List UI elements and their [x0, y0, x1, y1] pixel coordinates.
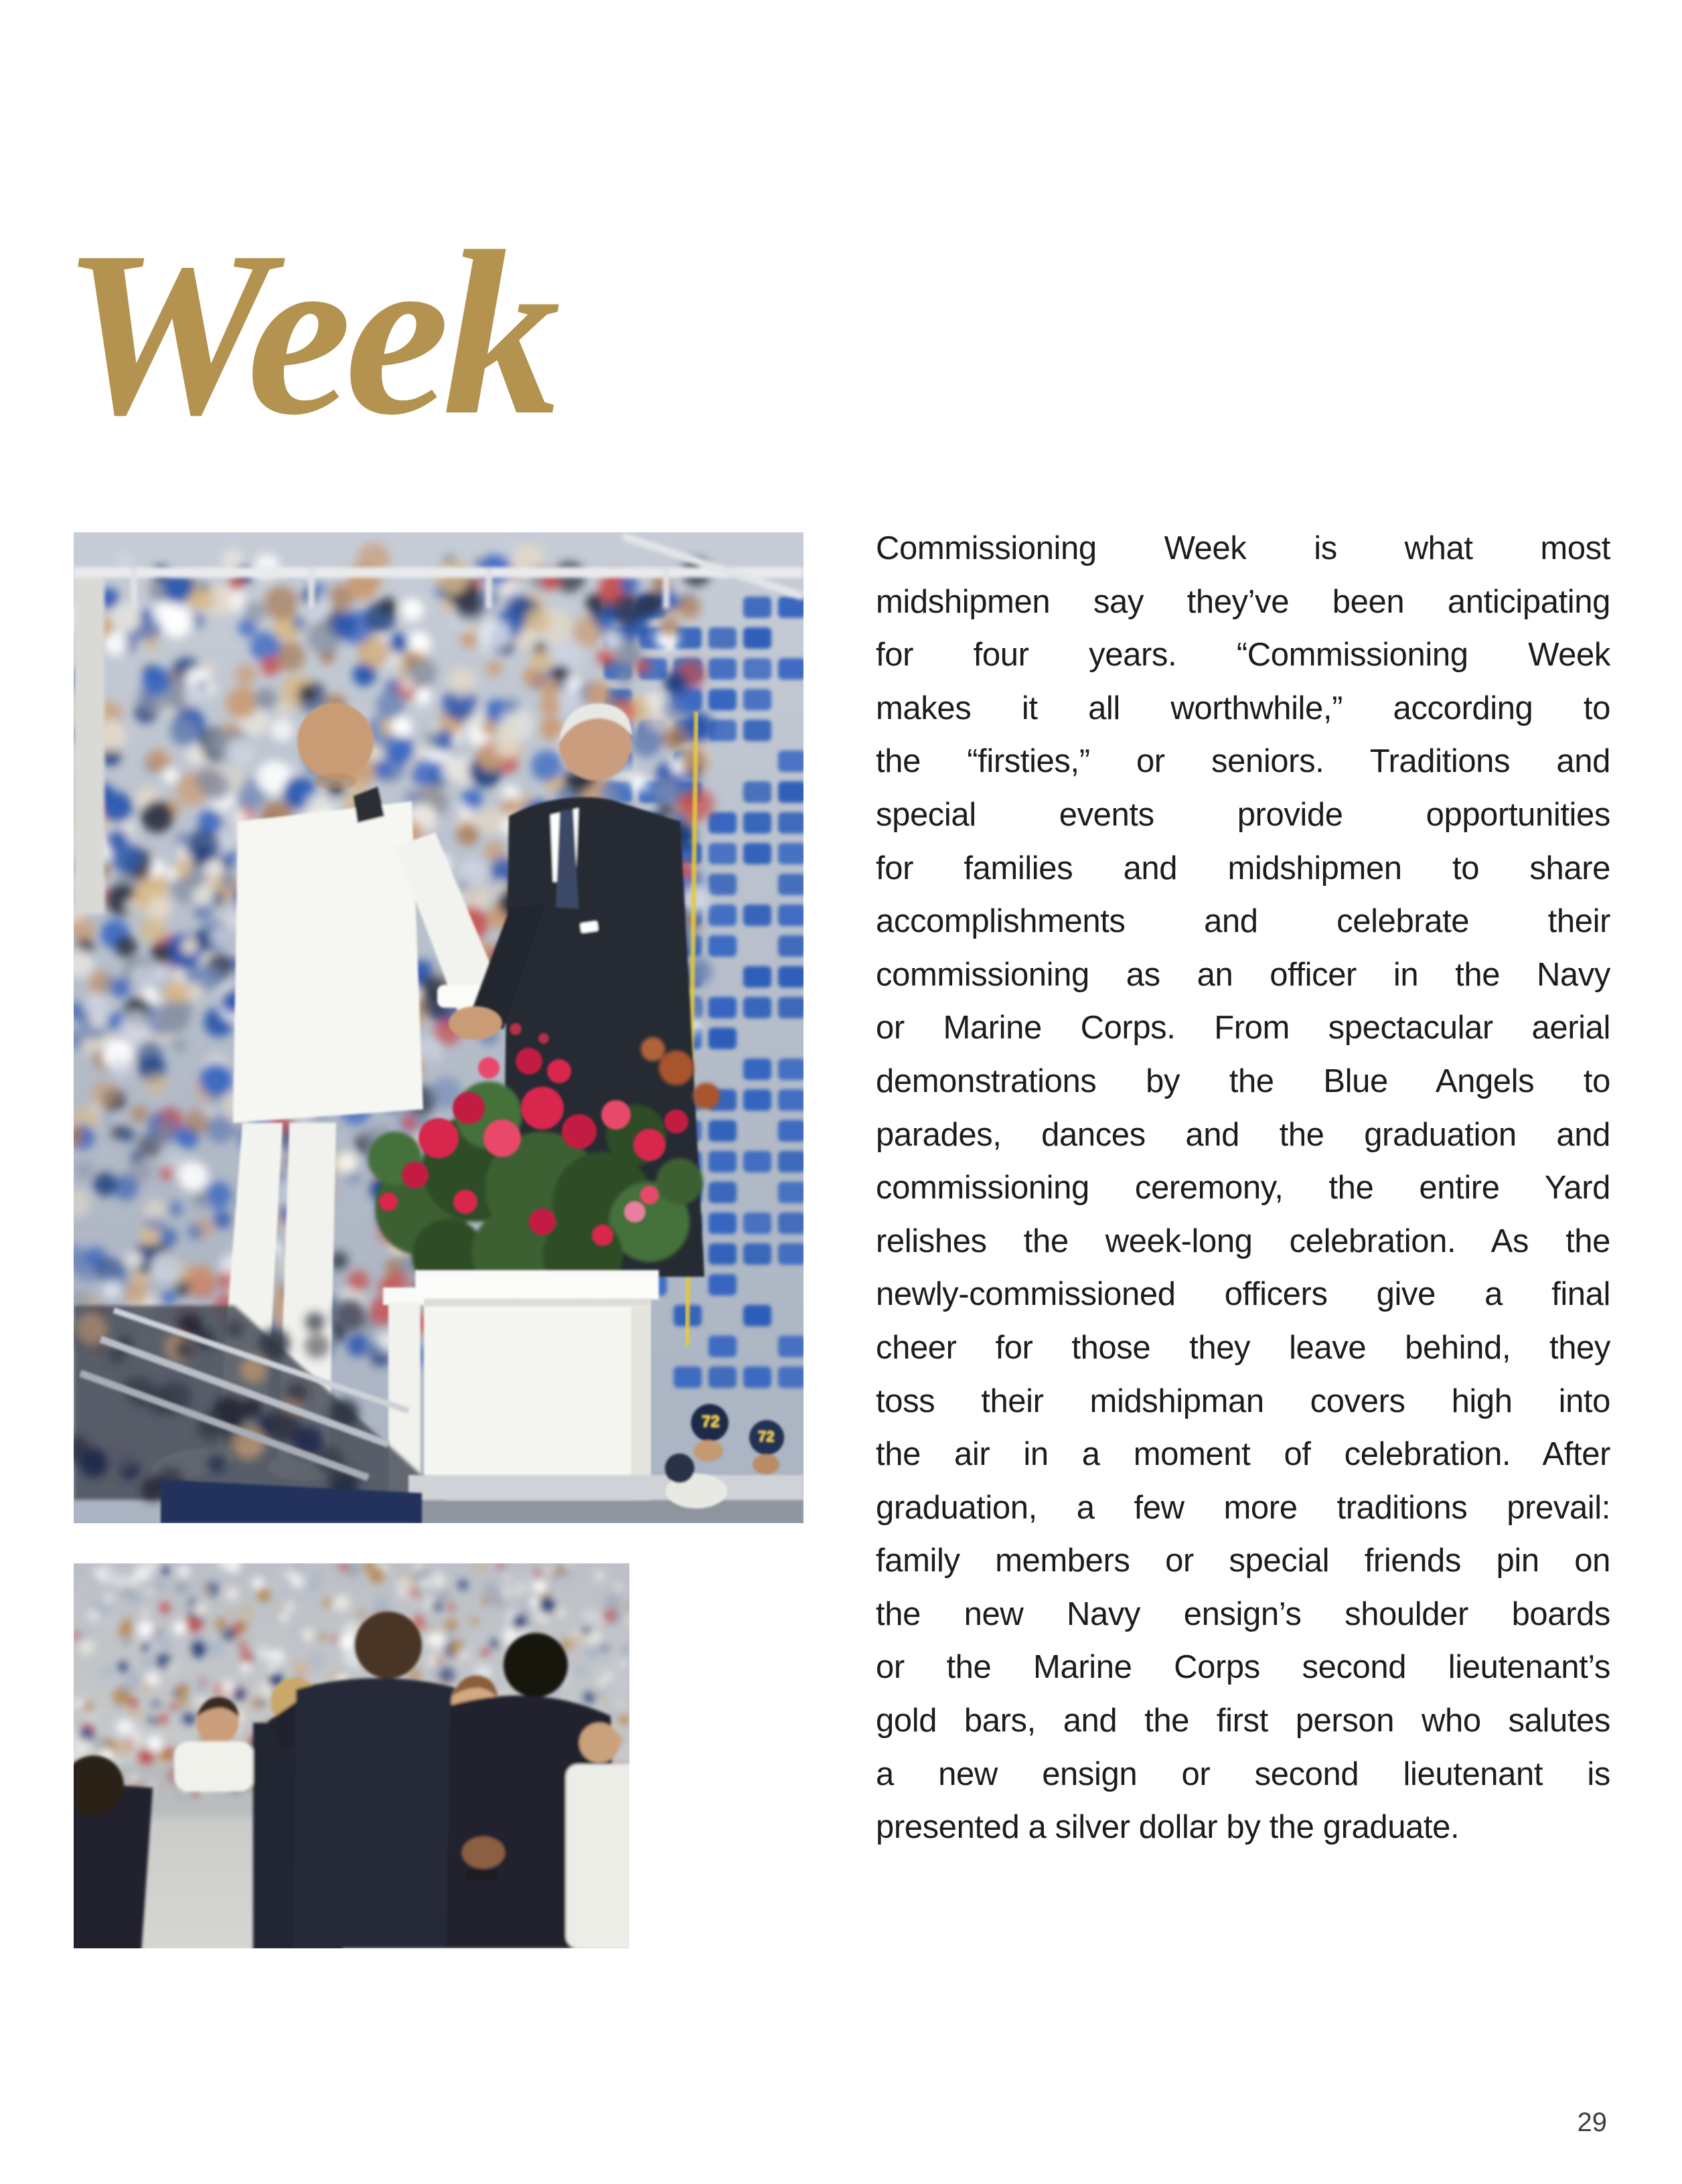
article-line: gold bars, and the first person who salutes: [876, 1703, 1610, 1739]
article-line: midshipmen say they’ve been anticipating: [876, 583, 1610, 620]
article-text: [876, 522, 1610, 1855]
photo-handshake: [74, 532, 804, 1523]
article-line: the new Navy ensign’s shoulder boards: [876, 1595, 1610, 1632]
cap-number: 72: [702, 1413, 720, 1431]
right-graduate-head: [504, 1633, 568, 1697]
cap-number: 72: [758, 1428, 775, 1445]
concrete-pillar: [74, 572, 104, 914]
handshake-hands: [449, 1006, 502, 1040]
page-number: 29: [1577, 2108, 1607, 2137]
article-line: special events provide opportunities: [876, 796, 1610, 833]
article-line: makes it all worthwhile,” according to: [876, 690, 1610, 726]
article-line: Commissioning Week is what most: [876, 530, 1610, 566]
wristwatch: [465, 1870, 498, 1880]
article-line: the “firsties,” or seniors. Traditions and: [876, 743, 1610, 780]
article-line: family members or special friends pin on: [876, 1543, 1610, 1579]
article-line: cheer for those they leave behind, they: [876, 1329, 1610, 1366]
article-line: parades, dances and the graduation and: [876, 1116, 1610, 1153]
hand-on-back: [462, 1837, 505, 1869]
article-line: commissioning as an officer in the Navy: [876, 956, 1610, 993]
article-line: newly-commissioned officers give a final: [876, 1276, 1610, 1313]
article-line: for families and midshipmen to share: [876, 850, 1610, 886]
article-line: or Marine Corps. From spectacular aerial: [876, 1010, 1610, 1046]
group-hug-photo-illustration: [74, 1563, 629, 1948]
article-line: a new ensign or second lieutenant is: [876, 1756, 1610, 1792]
article-line: for four years. “Commissioning Week: [876, 637, 1610, 674]
article-line: presented a silver dollar by the graduate.: [876, 1809, 1460, 1846]
article-line: the air in a moment of celebration. After: [876, 1436, 1610, 1473]
article-line: accomplishments and celebrate their: [876, 903, 1610, 940]
center-graduate-head: [355, 1612, 422, 1679]
article-line: or the Marine Corps second lieutenant’s: [876, 1649, 1610, 1686]
article-line: relishes the week-long celebration. As the: [876, 1223, 1610, 1259]
stage-floor: [408, 1475, 804, 1500]
white-uniform-back: [566, 1764, 629, 1948]
article-line: demonstrations by the Blue Angels to: [876, 1063, 1610, 1099]
officer-head: [579, 1723, 619, 1763]
handshake-photo-illustration: [74, 532, 804, 1523]
article-line: commissioning ceremony, the entire Yard: [876, 1170, 1610, 1206]
article-line: graduation, a few more traditions prevail:: [876, 1489, 1610, 1526]
page-title: Week: [62, 203, 554, 464]
officer-head: [297, 703, 374, 779]
white-uniform-shoulder: [174, 1741, 254, 1792]
photo-group-hug: [74, 1563, 629, 1948]
article-line: toss their midshipman covers high into: [876, 1383, 1610, 1419]
